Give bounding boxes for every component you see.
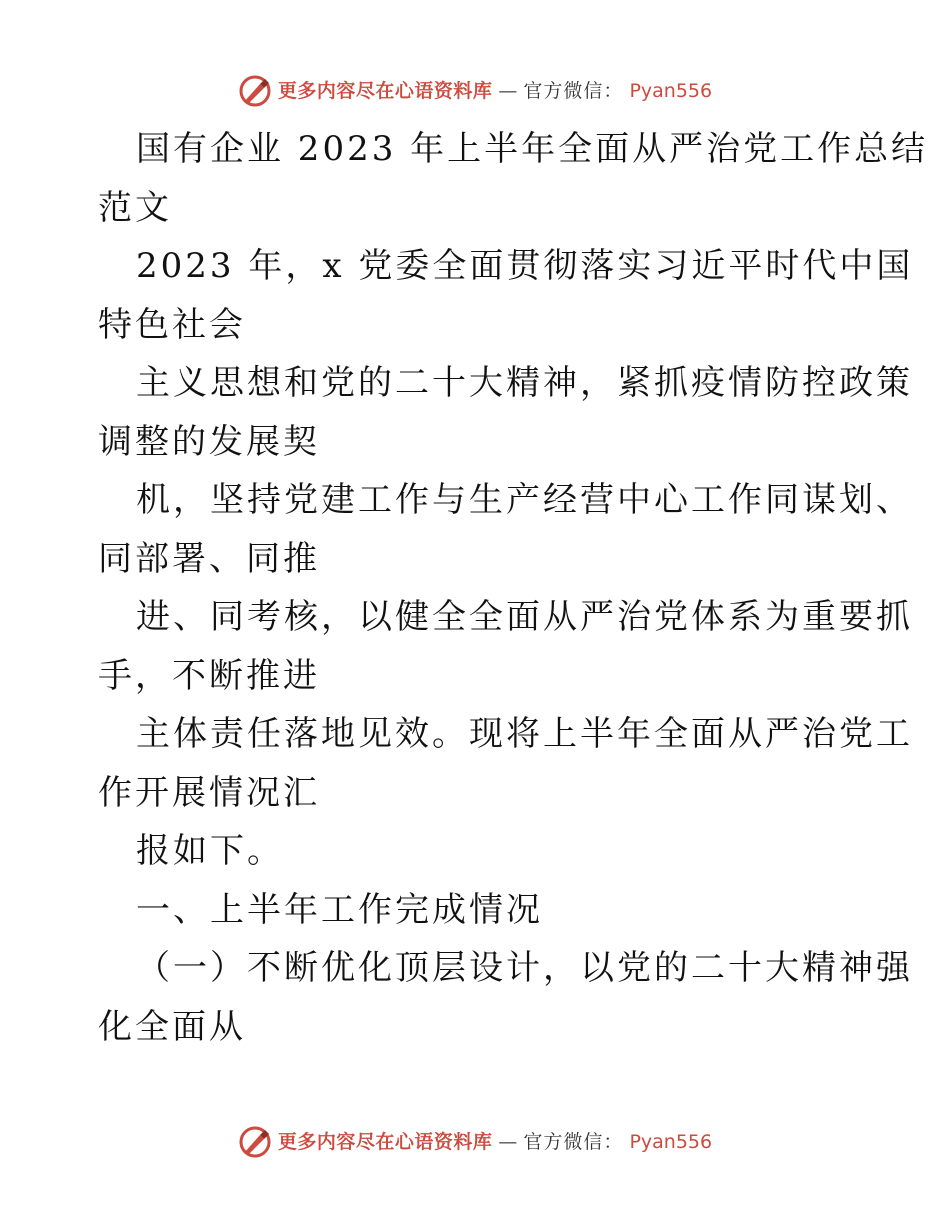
pen-nib-logo-icon xyxy=(238,74,272,108)
document-title-line-2: 范文 xyxy=(98,187,172,228)
watermark-contact-label: 官方微信： xyxy=(523,80,624,102)
section-heading: 一、上半年工作完成情况 xyxy=(136,889,543,930)
paragraph-line: 机，坚持党建工作与生产经营中心工作同谋划、 xyxy=(136,480,913,520)
paragraph-line: 报如下。 xyxy=(136,831,284,871)
paragraph-line: 主体责任落地见效。现将上半年全面从严治党工 xyxy=(136,714,913,754)
paragraph-line: 作开展情况汇 xyxy=(98,772,320,813)
footer-watermark xyxy=(0,1125,950,1159)
watermark-contact-label: 官方微信： xyxy=(523,1131,624,1153)
paragraph-line: 2023 年，x 党委全面贯彻落实习近平时代中国 xyxy=(136,246,914,286)
paragraph-line: 调整的发展契 xyxy=(98,421,320,462)
watermark-separator: — xyxy=(498,1131,518,1153)
subsection-heading-line: （一）不断优化顶层设计，以党的二十大精神强 xyxy=(136,948,913,988)
watermark-separator: — xyxy=(498,80,518,102)
watermark-main-text: 更多内容尽在心语资料库 xyxy=(277,80,493,102)
watermark-contact-id: Pyan556 xyxy=(629,1131,713,1153)
paragraph-line: 主义思想和党的二十大精神，紧抓疫情防控政策 xyxy=(136,363,913,403)
paragraph-line: 进、同考核，以健全全面从严治党体系为重要抓 xyxy=(136,597,913,637)
document-body xyxy=(98,120,929,1056)
document-title-line-1: 国有企业 2023 年上半年全面从严治党工作总结 xyxy=(136,129,929,169)
watermark-main-text: 更多内容尽在心语资料库 xyxy=(277,1131,493,1153)
paragraph-line: 特色社会 xyxy=(98,304,246,345)
paragraph-line: 手，不断推进 xyxy=(98,655,320,696)
paragraph-line: 同部署、同推 xyxy=(98,538,320,579)
watermark-contact-id: Pyan556 xyxy=(629,80,713,102)
header-watermark xyxy=(0,74,950,108)
pen-nib-logo-icon xyxy=(238,1125,272,1159)
subsection-heading-line: 化全面从 xyxy=(98,1006,246,1047)
